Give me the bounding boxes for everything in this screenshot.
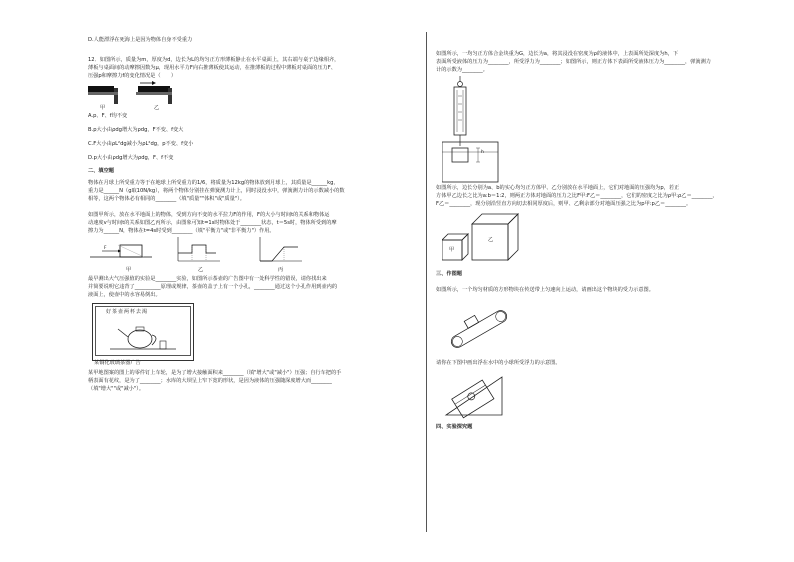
cube-label-yi: 乙: [488, 237, 494, 244]
spring-scale-figure: [436, 74, 766, 184]
section-fill-in-heading: 二、填空题: [88, 167, 114, 174]
fill3-line-2: 并简要说明它违背了__________原理或规律，茶壶的盖子上有一个小孔，________通过这个小孔作用到壶内的: [88, 284, 338, 290]
option-b: B.p大小由ρdg增大为ρdg，F不变、f变大: [88, 127, 184, 134]
r2-line-3: F乙＝________，现分别沿竖直方向切去相同厚度后，则甲、乙剩余部分对地面压强之比为p甲:p乙＝________。: [436, 201, 692, 208]
left-column: [88, 36, 418, 393]
r1-line-3: 计的示数为________。: [436, 67, 488, 74]
fig-label-yi: 乙: [198, 266, 204, 273]
column-divider: [426, 32, 427, 532]
fill2-figures: [88, 235, 418, 275]
fig-label-bing: 丙: [278, 266, 284, 273]
cube-label-jia: 甲: [449, 247, 455, 254]
floating-ball-figure: [436, 367, 766, 423]
two-cubes-diagram: [442, 210, 532, 268]
teapot-icon: [110, 319, 176, 353]
r2-line-2: 方体甲乙边长之比为a:b＝1:2，则两正方体对地面的压力之比F甲:F乙＝________，它们的密度之比为ρ甲:ρ乙＝________，: [436, 193, 718, 200]
q12-line-2: 薄板与桌面间的动摩擦因数为μ，现用水平力F向右推薄板使其运动，在推薄板的过程中薄板对桌面的压力F、: [88, 65, 336, 72]
fill3-line-1: 最早测出大气压强值的实验是________实验，如图所示茶壶的广告图中有一处科学性的错误，请你找出来: [88, 275, 327, 282]
section-drawing-heading: 三、作图题: [436, 271, 462, 278]
fig12-label-jia: 甲: [100, 105, 106, 112]
option-a: A.p、F、f均不变: [88, 113, 128, 120]
conveyor-belt-diagram: [444, 299, 514, 355]
r1-line-2: 表面所受液体的压力为________，所受浮力为________；如图所示，则正方体下表面所受液体压力为________，弹簧测力: [436, 59, 711, 66]
fill2-line-1: 如图甲所示，放在水平地面上的物体，受到方向不变的水平拉力F的作用，F的大小与时间t的关系和物体运: [88, 211, 330, 218]
teapot-ad-figure: [88, 299, 418, 369]
fill1-line-1: 物体在月球上所受重力等于在地球上所受重力的1/6，将质量为12kg的物体放到月球上，其质量是______kg，: [88, 179, 339, 186]
draw1-text: 如图所示，一个均匀材质的方形物块在传送带上匀速向上运动，请画出这个物块的受力示意图。: [436, 287, 654, 294]
q12-line-3: 压强p和摩擦力f的变化情况是（ ）: [88, 73, 177, 80]
teapot-ad-inner: [95, 306, 191, 356]
teapot-ad-title: 好茶壶两杯去渴: [106, 309, 149, 316]
r2-line-1: 如图所示，边长分别为a、b的实心均匀正方体甲、乙分别放在水平地面上，它们对地面的压强均为p，若正: [436, 185, 680, 192]
svg-text:F: F: [104, 245, 107, 251]
fig12-label-yi: 乙: [154, 105, 160, 112]
cubes-figure: [436, 208, 766, 270]
ball-in-water-diagram: [444, 371, 504, 419]
fill4-line-2: 柄表面有花纹，是为了________；水库的大坝呈上窄下宽的形状，是因为液体的压强随深度增大而________: [88, 378, 332, 385]
teapot-ad-frame: [92, 303, 194, 361]
depth-label: h: [481, 150, 484, 156]
fig-label-jia: 甲: [126, 266, 132, 273]
spring-scale-diagram: [442, 76, 522, 184]
option-d-prev: D.人能漂浮在死海上是因为物体自身不受重力: [88, 37, 193, 43]
option-d: D.p大小由ρdg增大为ρdg，F、f不变: [88, 155, 174, 162]
r1-line-1: 如图所示，一均匀正方体合金块重为G，边长为a，将其浸没在密度为ρ的液体中，上表面所处深度为h，下: [436, 51, 679, 57]
fill1-line-2: 重力是______N（g取10N/kg），将两个物体分别挂在弹簧测力计上，同时浸没水中，弹簧测力计的示数减小的数: [88, 187, 345, 194]
section-experiment-heading: 四、实验探究题: [436, 423, 473, 430]
fill3-line-3: 液面上，使壶中的水容易倒出。: [88, 292, 161, 299]
fill4-line-1: 某甲地图案的图上的零件钉上车轮，是为了增大接触面积来________（填"增大"或"减小"）压强；自行车把的手: [88, 370, 342, 377]
q12-figure: [88, 80, 418, 112]
board-on-table-diagram: [88, 80, 208, 112]
fill2-line-2: 动速度v与时间t的关系如图乙丙所示，由图象可知t=1s时物体处于________状态，t＝5s时，物体所受到的摩: [88, 219, 337, 226]
draw2-text: 请你在下图中画出浮在水中的小球所受浮力的示意图。: [436, 359, 561, 366]
right-column: [436, 36, 766, 431]
conveyor-figure: [436, 295, 766, 359]
fill4-line-3: （填"增大""或"减小"）。: [88, 386, 145, 393]
fill1-line-3: 相等，这两个物体必有相同的________（填"质量""体积"或"质量"）。: [88, 195, 245, 202]
teapot-ad-caption: 某铜化玻璃茶器广告: [94, 360, 141, 367]
q12-line-1: 12．如图所示，质量为m，厚度为d，边长为L的均匀正方形薄板静止在水平桌面上，其右端与桌子边缘相齐，: [88, 57, 340, 64]
fill2-line-3: 擦力为______N，物体在t=4s时受到________（填"平衡力"或"非平衡力"）作用。: [88, 227, 275, 234]
option-c: C.F大小由ρL²dg减小为ρL²dg，p不变、f变小: [88, 141, 194, 148]
